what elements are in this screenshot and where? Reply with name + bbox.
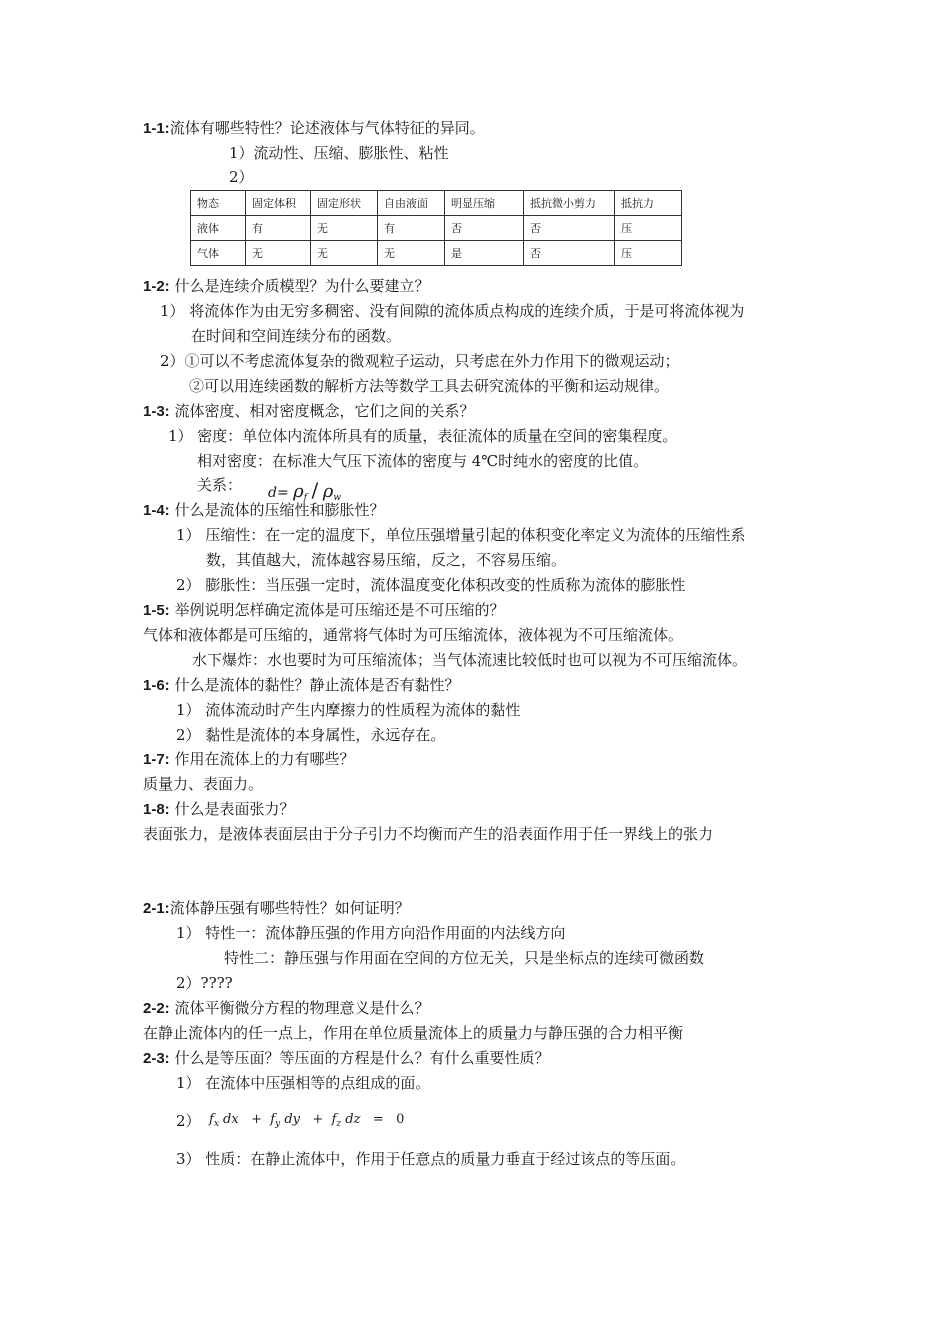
table-header: 抵抗微小剪力 xyxy=(524,191,615,216)
table-row xyxy=(191,216,682,241)
table-cell: 否 xyxy=(524,241,615,266)
table-header: 抵抗力 xyxy=(615,191,682,216)
table-cell: 无 xyxy=(311,241,378,266)
table-cell: 无 xyxy=(246,241,311,266)
answer-1-4-1a: 1） 压缩性：在一定的温度下，单位压强增量引起的体积变化率定义为流体的压缩性系 xyxy=(176,526,746,544)
answer-2-1-2: 特性二：静压强与作用面在空间的方位无关，只是坐标点的连续可微函数 xyxy=(224,949,705,967)
density-formula: $d= \rho_f / \rho_w$ xyxy=(268,478,342,503)
table-header: 明显压缩 xyxy=(445,191,524,216)
question-1-2: 1-2: 什么是连续介质模型？为什么要建立？ xyxy=(143,277,430,295)
answer-1-8-1: 表面张力，是液体表面层由于分子引力不均衡而产生的沿表面作用于任一界线上的张力 xyxy=(143,825,714,843)
answer-1-4-2: 2） 膨胀性：当压强一定时，流体温度变化体积改变的性质称为流体的膨胀性 xyxy=(176,576,686,594)
question-1-8: 1-8: 什么是表面张力？ xyxy=(143,800,295,818)
answer-2-3-1: 1） 在流体中压强相等的点组成的面。 xyxy=(176,1074,431,1092)
answer-2-1-1: 1） 特性一：流体静压强的作用方向沿作用面的内法线方向 xyxy=(176,924,566,942)
answer-1-3-2: 相对密度：在标准大气压下流体的密度与 4℃时纯水的密度的比值。 xyxy=(197,452,649,470)
question-2-3: 2-3: 什么是等压面？等压面的方程是什么？有什么重要性质？ xyxy=(143,1049,550,1067)
answer-2-3-2: 2） xyxy=(176,1112,201,1130)
answer-1-5-1: 气体和液体都是可压缩的，通常将气体时为可压缩流体，液体视为不可压缩流体。 xyxy=(143,626,684,644)
question-2-2: 2-2: 流体平衡微分方程的物理意义是什么？ xyxy=(143,999,430,1017)
question-1-7: 1-7: 作用在流体上的力有哪些？ xyxy=(143,750,355,768)
table-cell: 是 xyxy=(445,241,524,266)
table-header: 固定体积 xyxy=(246,191,311,216)
answer-1-2-1b: 在时间和空间连续分布的函数。 xyxy=(191,327,402,345)
table-cell: 无 xyxy=(378,241,445,266)
table-cell: 气体 xyxy=(191,241,246,266)
answer-1-1-1: 1）流动性、压缩、膨胀性、粘性 xyxy=(229,144,449,162)
table-cell: 压 xyxy=(615,216,682,241)
table-cell: 液体 xyxy=(191,216,246,241)
question-1-6: 1-6: 什么是流体的黏性？静止流体是否有黏性？ xyxy=(143,676,460,694)
question-1-3: 1-3: 流体密度、相对密度概念，它们之间的关系？ xyxy=(143,402,475,420)
answer-1-2-1a: 1） 将流体作为由无穷多稠密、没有间隙的流体质点构成的连续介质，于是可将流体视为 xyxy=(160,302,745,320)
answer-1-2-2b: ②可以用连续函数的解析方法等数学工具去研究流体的平衡和运动规律。 xyxy=(189,377,670,395)
answer-2-1-3: 2）???? xyxy=(176,974,233,992)
question-2-1: 2-1:流体静压强有哪些特性？如何证明？ xyxy=(143,899,410,917)
table-cell: 否 xyxy=(445,216,524,241)
question-1-1: 1-1:流体有哪些特性？论述液体与气体特征的异同。 xyxy=(143,119,485,137)
table-cell: 否 xyxy=(524,216,615,241)
answer-1-4-1b: 数，其值越大，流体越容易压缩，反之，不容易压缩。 xyxy=(206,551,567,569)
answer-2-3-3: 3） 性质：在静止流体中，作用于任意点的质量力垂直于经过该点的等压面。 xyxy=(176,1150,686,1168)
table-header-row xyxy=(191,191,682,216)
answer-1-5-2: 水下爆炸：水也要时为可压缩流体；当气体流速比较低时也可以视为不可压缩流体。 xyxy=(192,651,748,669)
answer-1-6-1: 1） 流体流动时产生内摩擦力的性质程为流体的黏性 xyxy=(176,701,521,719)
table-cell: 无 xyxy=(311,216,378,241)
table-header: 固定形状 xyxy=(311,191,378,216)
table-header: 物态 xyxy=(191,191,246,216)
question-1-5: 1-5: 举例说明怎样确定流体是可压缩还是不可压缩的？ xyxy=(143,601,505,619)
answer-1-7-1: 质量力、表面力。 xyxy=(143,775,264,793)
table-cell: 有 xyxy=(378,216,445,241)
question-1-4: 1-4: 什么是流体的压缩性和膨胀性？ xyxy=(143,501,385,519)
answer-1-3-1: 1） 密度：单位体内流体所具有的质量，表征流体的质量在空间的密集程度。 xyxy=(168,427,678,445)
table-row xyxy=(191,241,682,266)
isobaric-equation: $f_x$ dx + $f_y$ dy + $f_z$ dz = 0 xyxy=(209,1112,405,1129)
answer-1-3-3: 关系： xyxy=(197,476,243,494)
properties-table xyxy=(190,190,682,266)
table-cell: 有 xyxy=(246,216,311,241)
table-header: 自由液面 xyxy=(378,191,445,216)
answer-1-6-2: 2） 黏性是流体的本身属性，永远存在。 xyxy=(176,726,446,744)
table-cell: 压 xyxy=(615,241,682,266)
answer-2-2-1: 在静止流体内的任一点上，作用在单位质量流体上的质量力与静压强的合力相平衡 xyxy=(143,1024,684,1042)
answer-1-1-2: 2） xyxy=(229,168,254,186)
answer-1-2-2a: 2）①可以不考虑流体复杂的微观粒子运动，只考虑在外力作用下的微观运动； xyxy=(160,352,680,370)
